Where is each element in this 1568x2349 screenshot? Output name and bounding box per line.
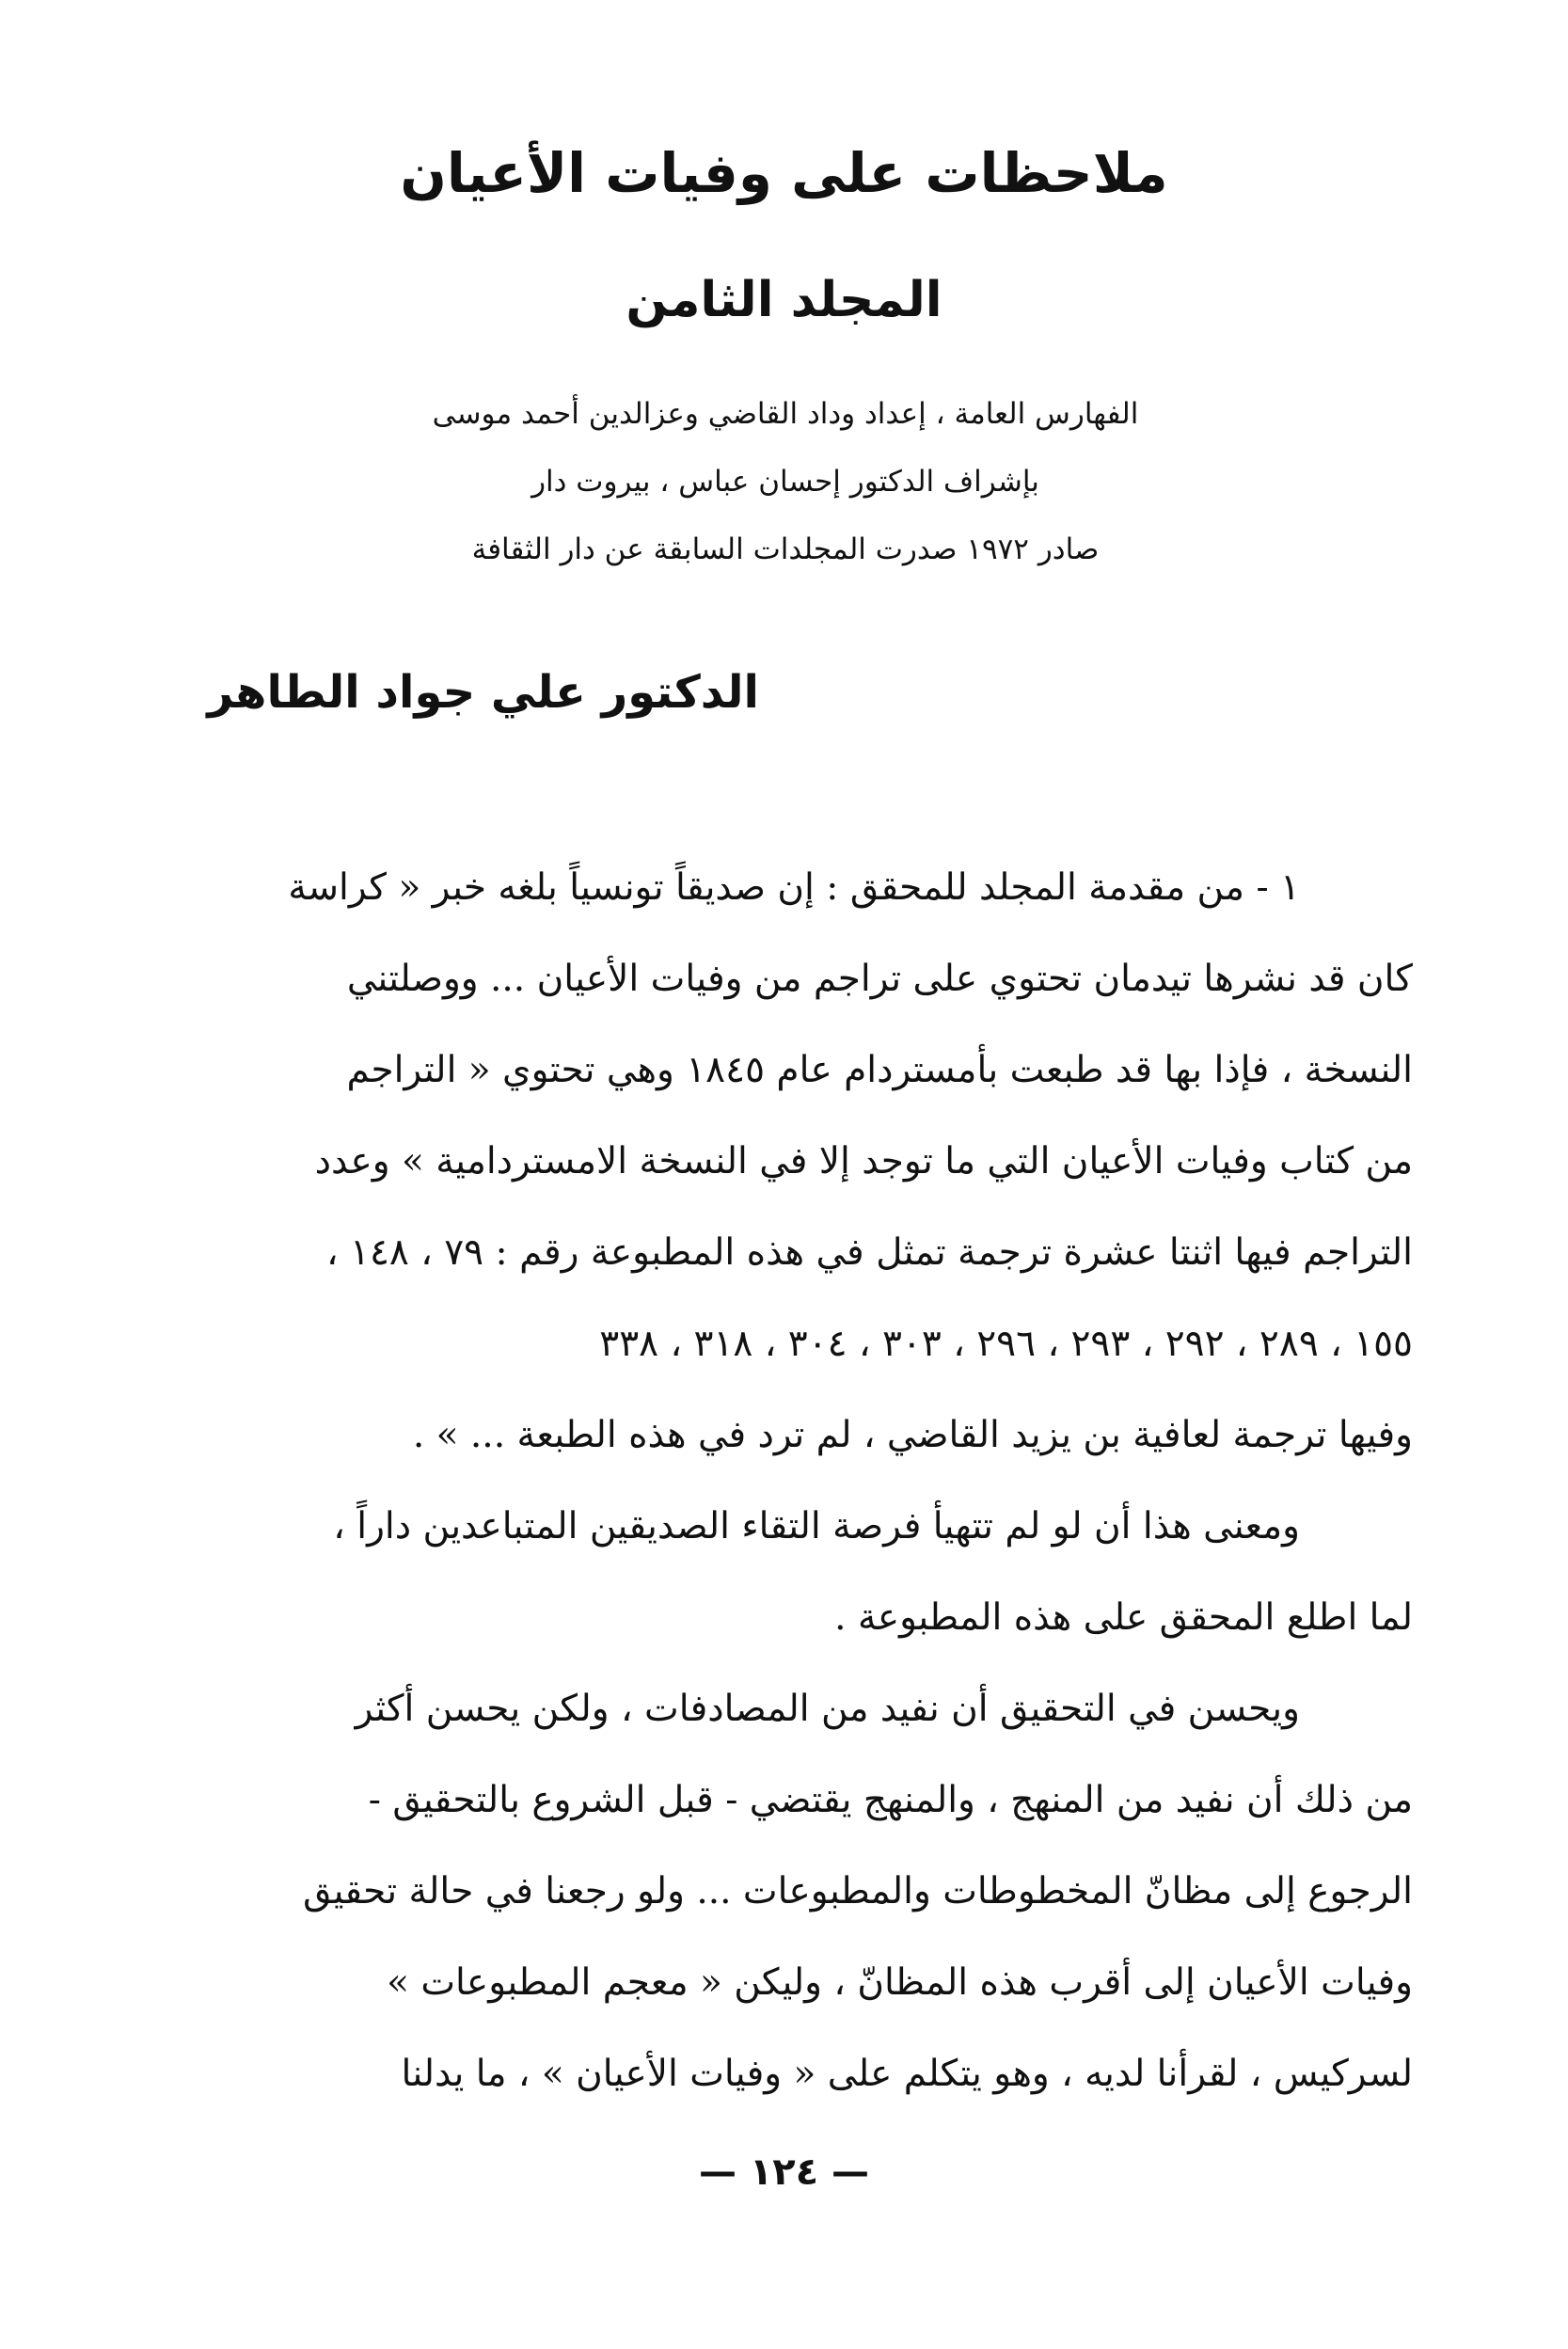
article-title: ملاحظات على وفيات الأعيان	[400, 141, 1168, 205]
text-line: ١ - من مقدمة المجلد للمحقق : إن صديقاً تونسياً بلغه خبر « كراسة	[288, 866, 1300, 909]
text-line: كان قد نشرها تيدمان تحتوي على تراجم من وفيات الأعيان ... ووصلتني	[346, 958, 1413, 1000]
text-line: لسركيس ، لقرأنا لديه ، وهو يتكلم على « وفيات الأعيان » ، ما يدلنا	[401, 2053, 1413, 2095]
author-name: الدكتور علي جواد الطاهر	[207, 666, 759, 719]
bibliographic-line: صادر ١٩٧٢ صدرت المجلدات السابقة عن دار الثقافة	[471, 532, 1100, 566]
text-line: ويحسن في التحقيق أن نفيد من المصادفات ، ولكن يحسن أكثر	[355, 1688, 1300, 1730]
bibliographic-line: الفهارس العامة ، إعداد وداد القاضي وعزالدين أحمد موسى	[432, 397, 1139, 431]
article-body	[158, 842, 1413, 2119]
text-line: التراجم فيها اثنتا عشرة ترجمة تمثل في هذه المطبوعة رقم : ٧٩ ، ١٤٨ ،	[326, 1231, 1413, 1274]
paragraph-2	[158, 1481, 1413, 1663]
text-line: النسخة ، فإذا بها قد طبعت بأمستردام عام ١٨٤٥ وهي تحتوي « التراجم	[346, 1049, 1413, 1091]
text-line: وفيات الأعيان إلى أقرب هذه المظانّ ، وليكن « معجم المطبوعات »	[387, 1961, 1413, 2004]
text-line: لما اطلع المحقق على هذه المطبوعة .	[834, 1596, 1413, 1639]
page-number: — ١٢٤ —	[698, 2151, 870, 2194]
text-line: من كتاب وفيات الأعيان التي ما توجد إلا في النسخة الامستردامية » وعدد	[314, 1140, 1413, 1182]
text-line: ومعنى هذا أن لو لم تتهيأ فرصة التقاء الصديقين المتباعدين داراً ،	[333, 1505, 1300, 1547]
paragraph-1	[158, 842, 1413, 1481]
bibliographic-note	[310, 397, 1260, 600]
text-line: من ذلك أن نفيد من المنهج ، والمنهج يقتضي - قبل الشروع بالتحقيق -	[368, 1779, 1413, 1821]
text-line: الرجوع إلى مظانّ المخطوطات والمطبوعات ... ولو رجعنا في حالة تحقيق	[303, 1870, 1413, 1913]
text-line: وفيها ترجمة لعافية بن يزيد القاضي ، لم ترد في هذه الطبعة ... » .	[412, 1414, 1413, 1456]
volume-heading: المجلد الثامن	[626, 272, 942, 328]
paragraph-3	[158, 1663, 1413, 2119]
bibliographic-line: بإشراف الدكتور إحسان عباس ، بيروت دار	[531, 465, 1039, 499]
text-line: ١٥٥ ، ٢٨٩ ، ٢٩٢ ، ٢٩٣ ، ٢٩٦ ، ٣٠٣ ، ٣٠٤ ، ٣١٨ ، ٣٣٨	[599, 1323, 1413, 1365]
